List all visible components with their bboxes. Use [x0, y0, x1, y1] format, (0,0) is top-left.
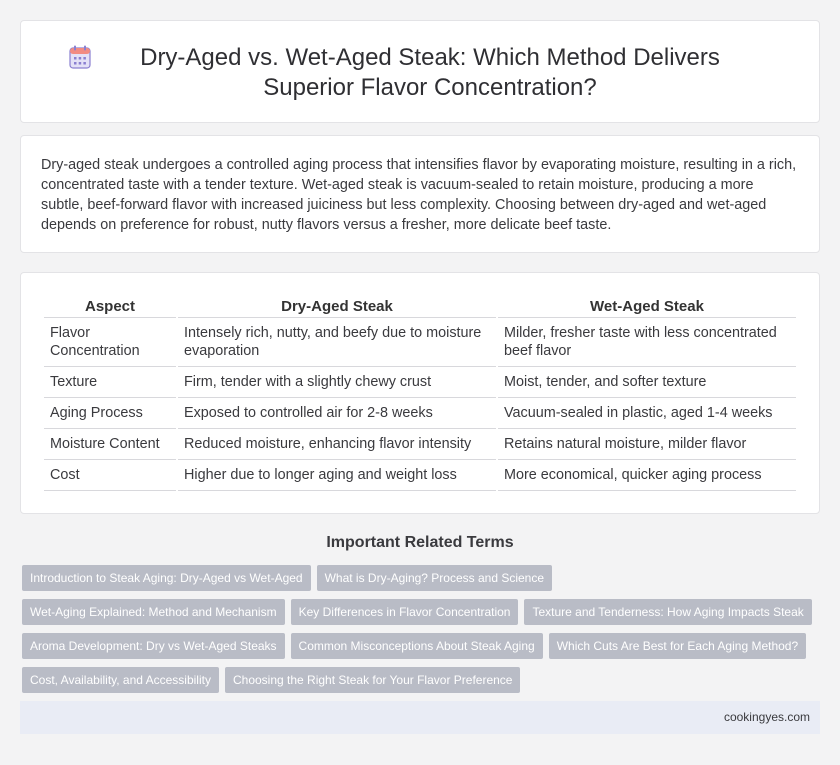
table-cell-aspect: Moisture Content: [44, 429, 176, 460]
table-cell-aspect: Cost: [44, 460, 176, 491]
comparison-table: [42, 295, 798, 491]
related-term-link[interactable]: Introduction to Steak Aging: Dry-Aged vs Wet-Aged: [22, 565, 311, 591]
related-terms-list: [22, 565, 822, 701]
table-row: [44, 429, 796, 460]
table-cell-wet-aged: Retains natural moisture, milder flavor: [498, 429, 796, 460]
table-cell-aspect: Texture: [44, 367, 176, 398]
table-row: [44, 398, 796, 429]
related-term-link[interactable]: Which Cuts Are Best for Each Aging Method?: [549, 633, 806, 659]
related-terms-heading: Important Related Terms: [326, 534, 514, 551]
table-cell-dry-aged: Firm, tender with a slightly chewy crust: [178, 367, 496, 398]
table-cell-dry-aged: Reduced moisture, enhancing flavor intensity: [178, 429, 496, 460]
table-header-row: [44, 295, 796, 318]
related-term-link[interactable]: Aroma Development: Dry vs Wet-Aged Steaks: [22, 633, 285, 659]
related-term-link[interactable]: Key Differences in Flavor Concentration: [291, 599, 519, 625]
related-term-link[interactable]: Texture and Tenderness: How Aging Impacts Steak: [524, 599, 811, 625]
table-cell-dry-aged: Intensely rich, nutty, and beefy due to moisture evaporation: [178, 318, 496, 367]
page-title: Dry-Aged vs. Wet-Aged Steak: Which Method Delivers Superior Flavor Concentration?: [140, 44, 720, 101]
column-header-dry-aged: Dry-Aged Steak: [178, 295, 496, 318]
table-cell-wet-aged: More economical, quicker aging process: [498, 460, 796, 491]
table-cell-dry-aged: Exposed to controlled air for 2-8 weeks: [178, 398, 496, 429]
summary-card: [20, 135, 820, 253]
footer-site-name: cookingyes.com: [723, 710, 810, 724]
table-cell-aspect: Flavor Concentration: [44, 318, 176, 367]
related-term-link[interactable]: What is Dry-Aging? Process and Science: [317, 565, 552, 591]
table-cell-dry-aged: Higher due to longer aging and weight loss: [178, 460, 496, 491]
footer: [20, 701, 820, 734]
related-term-link[interactable]: Common Misconceptions About Steak Aging: [291, 633, 543, 659]
column-header-aspect: Aspect: [44, 295, 176, 318]
table-row: [44, 460, 796, 491]
table-row: [44, 318, 796, 367]
table-cell-wet-aged: Moist, tender, and softer texture: [498, 367, 796, 398]
summary-text: Dry-aged steak undergoes a controlled aging process that intensifies flavor by evaporating moisture, resulting in a rich, concentrated taste with a tender texture. Wet-aged steak is vacuum-sealed to retain moisture, producing a more subtle, beef-forward flavor with increased juiciness but less complexity. Choosing between dry-aged and wet-aged depends on preference for robust, nutty flavors versus a fresher, more delicate beef taste.: [41, 157, 797, 233]
related-term-link[interactable]: Wet-Aging Explained: Method and Mechanism: [22, 599, 285, 625]
related-term-link[interactable]: Cost, Availability, and Accessibility: [22, 667, 219, 693]
title-card: [20, 20, 820, 123]
table-cell-wet-aged: Milder, fresher taste with less concentrated beef flavor: [498, 318, 796, 367]
table-row: [44, 367, 796, 398]
related-term-link[interactable]: Choosing the Right Steak for Your Flavor Preference: [225, 667, 521, 693]
table-cell-aspect: Aging Process: [44, 398, 176, 429]
comparison-table-card: [20, 272, 820, 514]
table-cell-wet-aged: Vacuum-sealed in plastic, aged 1-4 weeks: [498, 398, 796, 429]
column-header-wet-aged: Wet-Aged Steak: [498, 295, 796, 318]
